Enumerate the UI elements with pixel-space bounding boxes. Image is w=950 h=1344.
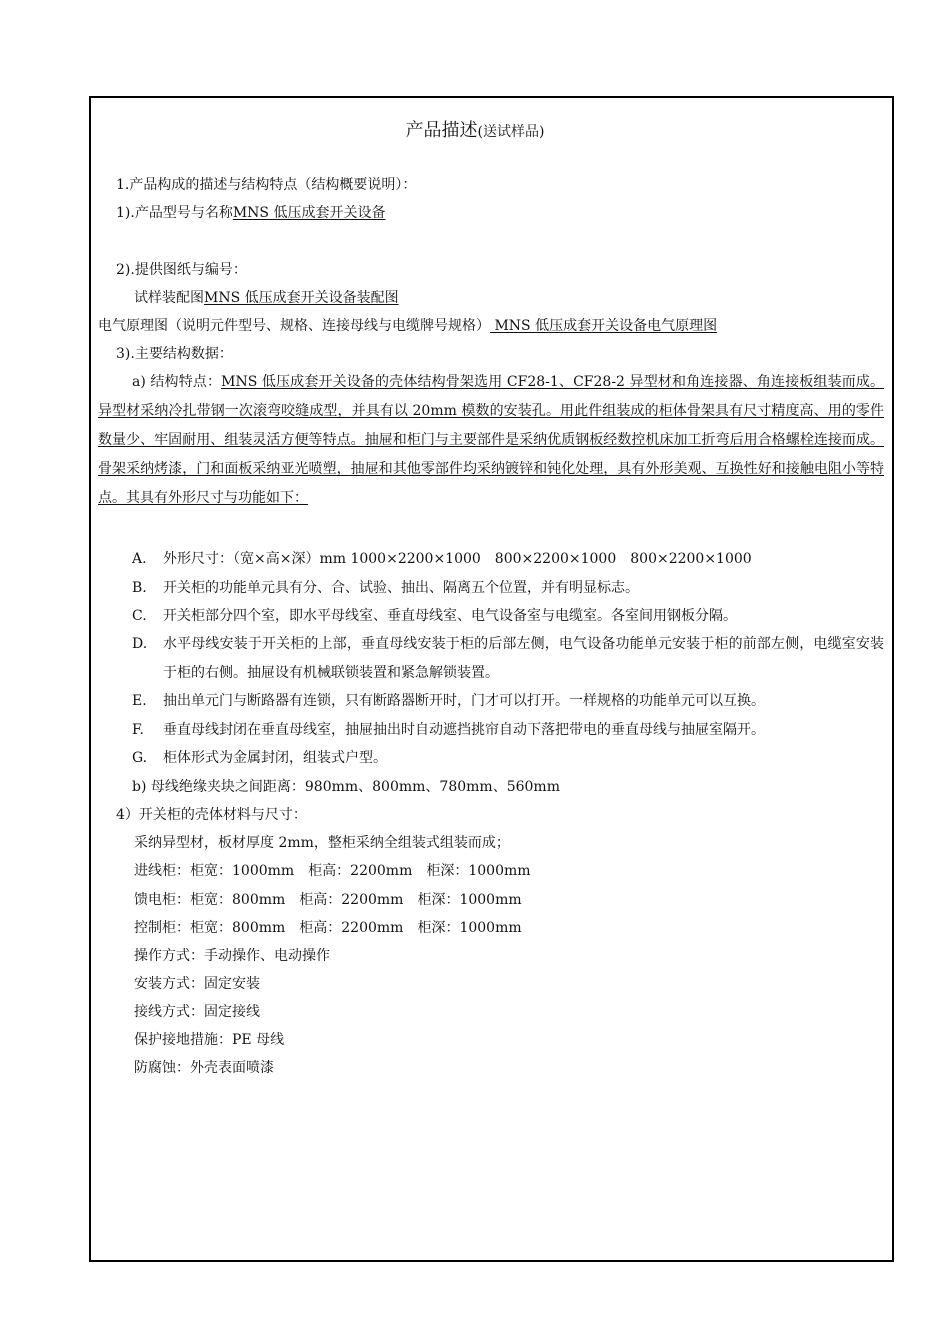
section1-heading: 1.产品构成的描述与结构特点（结构概要说明）：	[116, 177, 417, 193]
spec-item-g	[132, 744, 884, 773]
operation-mode-line: 操作方式：手动操作、电动操作	[134, 948, 330, 964]
spec-item-c	[132, 602, 884, 631]
spec-item-label: E.	[132, 693, 147, 709]
spec-item-label: G.	[132, 750, 148, 766]
spec-item-text: 抽出单元门与断路器有连锁，只有断路器断开时，门才可以打开。一样规格的功能单元可以互换。	[163, 693, 765, 709]
spec-item-text: 柜体形式为金属封闭，组装式户型。	[163, 750, 387, 766]
structure-data-heading: 3).主要结构数据：	[116, 346, 233, 362]
product-model-value: MNS 低压成套开关设备	[232, 205, 386, 221]
title-main: 产品描述	[405, 120, 478, 141]
spec-item-e	[132, 687, 884, 716]
spec-item-text: 水平母线安装于开关柜的上部，垂直母线安装于柜的后部左侧，电气设备功能单元安装于柜的前部左侧，电缆室安装于柜的右侧。抽屉设有机械联锁装置和紧急解锁装置。	[163, 636, 884, 681]
product-model-line	[116, 203, 385, 223]
spec-item-b	[132, 574, 884, 603]
schematic-value: MNS 低压成套开关设备电气原理图	[490, 318, 718, 334]
spec-item-a	[132, 545, 884, 574]
spec-item-text: 外形尺寸：（宽×高×深）mm 1000×2200×1000 800×2200×1000 800×2200×1000	[163, 551, 752, 567]
shell-material-heading: 4）开关柜的壳体材料与尺寸：	[116, 807, 307, 823]
grounding-line: 保护接地措施：PE 母线	[134, 1032, 285, 1048]
drawing-label: 试样装配图	[134, 290, 204, 306]
feeder-cabinet-line: 馈电柜：柜宽：800mm 柜高：2200mm 柜深：1000mm	[134, 892, 522, 908]
spec-item-label: F.	[132, 722, 144, 738]
spec-item-d	[132, 630, 884, 688]
structure-features-label: a) 结构特点：	[132, 374, 222, 390]
drawing-value: MNS 低压成套开关设备装配图	[204, 290, 399, 306]
spec-item-text: 开关柜的功能单元具有分、合、试验、抽出、隔离五个位置，并有明显标志。	[163, 580, 639, 596]
spec-item-text: 开关柜部分四个室，即水平母线室、垂直母线室、电气设备室与电缆室。各室间用钢板分隔。	[163, 608, 737, 624]
title-sub: (送试样品)	[477, 124, 545, 140]
drawings-heading: 2).提供图纸与编号：	[116, 262, 247, 278]
control-cabinet-line: 控制柜：柜宽：800mm 柜高：2200mm 柜深：1000mm	[134, 920, 522, 936]
drawing-line	[134, 288, 399, 308]
spec-item-text: 垂直母线封闭在垂直母线室，抽屉抽出时自动遮挡挑帘自动下落把带电的垂直母线与抽屉室隔开。	[163, 722, 765, 738]
anticorrosion-line: 防腐蚀：外壳表面喷漆	[134, 1060, 274, 1076]
schematic-line	[98, 316, 717, 336]
spec-item-label: C.	[132, 608, 147, 624]
spec-item-label: A.	[132, 551, 147, 567]
spec-item-label: D.	[132, 636, 148, 652]
wiring-mode-line: 接线方式：固定接线	[134, 1004, 260, 1020]
incoming-cabinet-line: 进线柜：柜宽：1000mm 柜高：2200mm 柜深：1000mm	[134, 863, 531, 879]
spec-item-label: B.	[132, 580, 147, 596]
busbar-clamp-distance: b) 母线绝缘夹块之间距离：980mm、800mm、780mm、560mm	[132, 779, 560, 795]
structure-features-text: MNS 低压成套开关设备的壳体结构骨架选用 CF28-1、CF28-2 异型材和角连接器、角连接板组装而成。异型材采纳冷扎带钢一次滚弯咬缝成型，并具有以 20mm 模数的安装孔。用此件组装成的柜体骨架具有尺寸精度高、用的零件数量少、牢固耐用、组装灵活方便等特点。抽屉和柜门与主要部件是采纳优质钢板经数控机床加工折弯后用合格螺栓连接而成。骨架采纳烤漆，门和面板采纳亚光喷塑，抽屉和其他零部件均采纳镀锌和钝化处理，具有外形美观、互换性好和接触电阻小等特点。其具有外形尺寸与功能如下：	[98, 374, 884, 506]
material-line: 采纳异型材，板材厚度 2mm，整柜采纳全组装式组装而成；	[134, 835, 510, 851]
product-model-label: 1).产品型号与名称	[116, 205, 233, 221]
document-title	[0, 119, 950, 144]
spec-item-f	[132, 716, 884, 745]
structure-features-paragraph	[98, 368, 884, 513]
installation-mode-line: 安装方式：固定安装	[134, 976, 260, 992]
schematic-label: 电气原理图（说明元件型号、规格、连接母线与电缆牌号规格）	[98, 318, 490, 334]
